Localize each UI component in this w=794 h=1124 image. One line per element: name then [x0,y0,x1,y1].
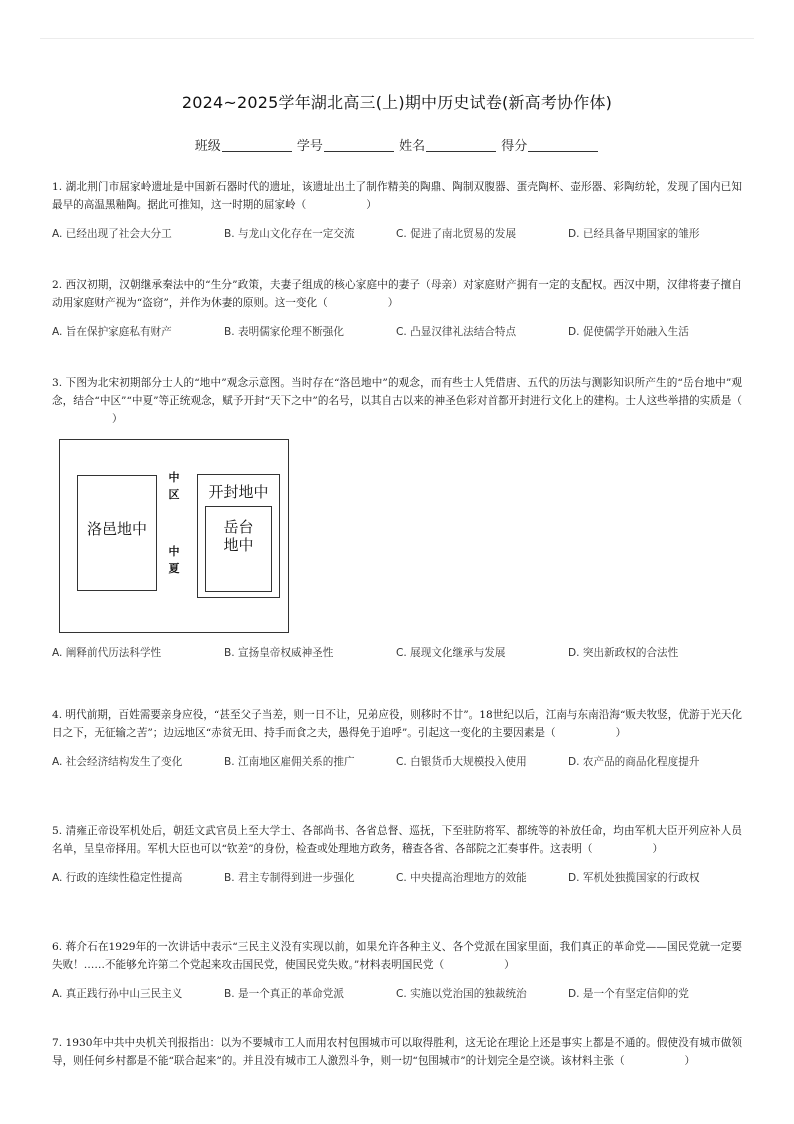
option-c[interactable]: C. 促进了南北贸易的发展 [396,228,517,240]
option-c[interactable]: C. 展现文化继承与发展 [396,647,506,659]
student-id-blank[interactable] [324,139,394,152]
question-stem: 1. 湖北荆门市屈家岭遗址是中国新石器时代的遗址，该遗址出土了制作精美的陶鼎、陶制双腹器、蛋壳陶杯、壶形器、彩陶纺轮，发现了国内已知最早的高温黑釉陶。据此可推知，这一时期的屈家岭（ ） [52,181,742,211]
option-b[interactable]: B. 宣扬皇帝权威神圣性 [224,647,334,659]
luoyi-label: 洛邑地中 [86,520,147,538]
question-4 [52,706,742,769]
option-b[interactable]: B. 君主专制得到进一步强化 [224,872,355,884]
option-c[interactable]: C. 中央提高治理地方的效能 [396,872,527,884]
name-label: 姓名 [399,139,426,154]
options-row [52,754,742,769]
question-stem: 5. 清雍正帝设军机处后，朝廷文武官员上至大学士、各部尚书、各省总督、巡抚，下至驻防将军、都统等的补放任命，均由军机大臣开列应补人员名单，呈皇帝择用。军机大臣也可以“钦差”的身份，检查或处理地方政务，稽查各省、各部院之汇奏事件。这表明（ ） [52,825,742,855]
options-row [52,870,742,885]
zhong-char-2: 中 [168,545,180,558]
question-6 [52,938,742,1001]
name-blank[interactable] [426,139,496,152]
question-3-options [52,645,742,660]
option-a[interactable]: A. 真正践行孙中山三民主义 [52,988,183,1000]
page-title: 2024~2025学年湖北高三(上)期中历史试卷(新高考协作体) [181,93,613,112]
option-c[interactable]: C. 凸显汉律礼法结合特点 [396,326,517,338]
options-row [52,226,742,241]
options-row [52,645,742,660]
option-d[interactable]: D. 促使儒学开始融入生活 [568,326,689,338]
option-a[interactable]: A. 阐释前代历法科学性 [52,647,162,659]
question-stem: 4. 明代前期，百姓需要亲身应役，“甚至父子当差，则一日不让，兄弟应役，则移时不廿”。18世纪以后，江南与东南沿海“贩夫牧竖，优游于光天化日之下，无征输之苦”；边远地区“赤贫无田、持手而食之夫，愚得免于追呼”。引起这一变化的主要因素是（ ） [52,709,742,739]
student-id-label: 学号 [296,139,323,154]
qu-char: 区 [168,488,180,501]
class-blank[interactable] [222,139,292,152]
option-d[interactable]: D. 是一个有坚定信仰的党 [568,988,689,1000]
zhong-char: 中 [168,471,180,484]
question-2 [52,276,742,339]
options-row [52,986,742,1001]
option-b[interactable]: B. 表明儒家伦理不断强化 [224,326,344,338]
student-info-line [0,135,794,154]
question-1 [52,178,742,241]
option-b[interactable]: B. 是一个真正的革命党派 [224,988,344,1000]
kaifeng-label: 开封地中 [208,483,269,501]
option-d[interactable]: D. 突出新政权的合法性 [568,647,679,659]
option-c[interactable]: C. 实施以党治国的独裁统治 [396,988,527,1000]
option-d[interactable]: D. 军机处独揽国家的行政权 [568,872,700,884]
class-label: 班级 [194,139,221,154]
option-c[interactable]: C. 白银货币大规模投入使用 [396,756,527,768]
options-row [52,324,742,339]
question-stem: 6. 蒋介石在1929年的一次讲话中表示“三民主义没有实现以前，如果允许各种主义、各个党派在国家里面，我们真正的革命党——国民党就一定要失败！……不能够允许第二个党起来攻击国民党，使国民党失败。”材料表明国民党（ ） [52,941,742,971]
option-b[interactable]: B. 江南地区雇佣关系的推广 [224,756,355,768]
top-rule [40,38,754,39]
xia-char: 夏 [168,562,180,575]
option-d[interactable]: D. 农产品的商品化程度提升 [568,756,700,768]
option-d[interactable]: D. 已经具备早期国家的雏形 [568,228,700,240]
option-b[interactable]: B. 与龙山文化存在一定交流 [224,228,355,240]
option-a[interactable]: A. 行政的连续性稳定性提高 [52,872,183,884]
option-a[interactable]: A. 社会经济结构发生了变化 [52,756,183,768]
question-3 [52,374,742,428]
option-a[interactable]: A. 旨在保护家庭私有财产 [52,326,172,338]
dizhong-diagram [59,439,289,633]
score-label: 得分 [501,139,528,154]
question-stem: 2. 西汉初期，汉朝继承秦法中的“生分”政策，夫妻子组成的核心家庭中的妻子（母亲）对家庭财产拥有一定的支配权。西汉中期，汉律将妻子擅自动用家庭财产视为“盗窃”，并作为休妻的原则。这一变化（ ） [52,279,742,309]
option-a[interactable]: A. 已经出现了社会大分工 [52,228,172,240]
score-blank[interactable] [528,139,598,152]
yuetai-label: 岳台 地中 [223,518,254,554]
question-stem: 3. 下图为北宋初期部分士人的“地中”观念示意图。当时存在“洛邑地中”的观念，而有些士人凭借唐、五代的历法与测影知识所产生的“岳台地中”观念，结合“中区”“中夏”等正统观念，赋予开封“天下之中”的名号，以其自古以来的神圣色彩对首都开封进行文化上的建构。士人这些举措的实质是（） [52,377,742,425]
question-5 [52,822,742,885]
question-7 [52,1034,742,1070]
question-stem: 7. 1930年中共中央机关刊报指出：以为不要城市工人而用农村包围城市可以取得胜利，这无论在理论上还是事实上都是不通的。假使没有城市做领导，则任何乡村都是不能“联合起来”的。并且没有城市工人激烈斗争，则一切“包围城市”的计划完全是空谈。该材料主张（ ） [52,1037,742,1067]
